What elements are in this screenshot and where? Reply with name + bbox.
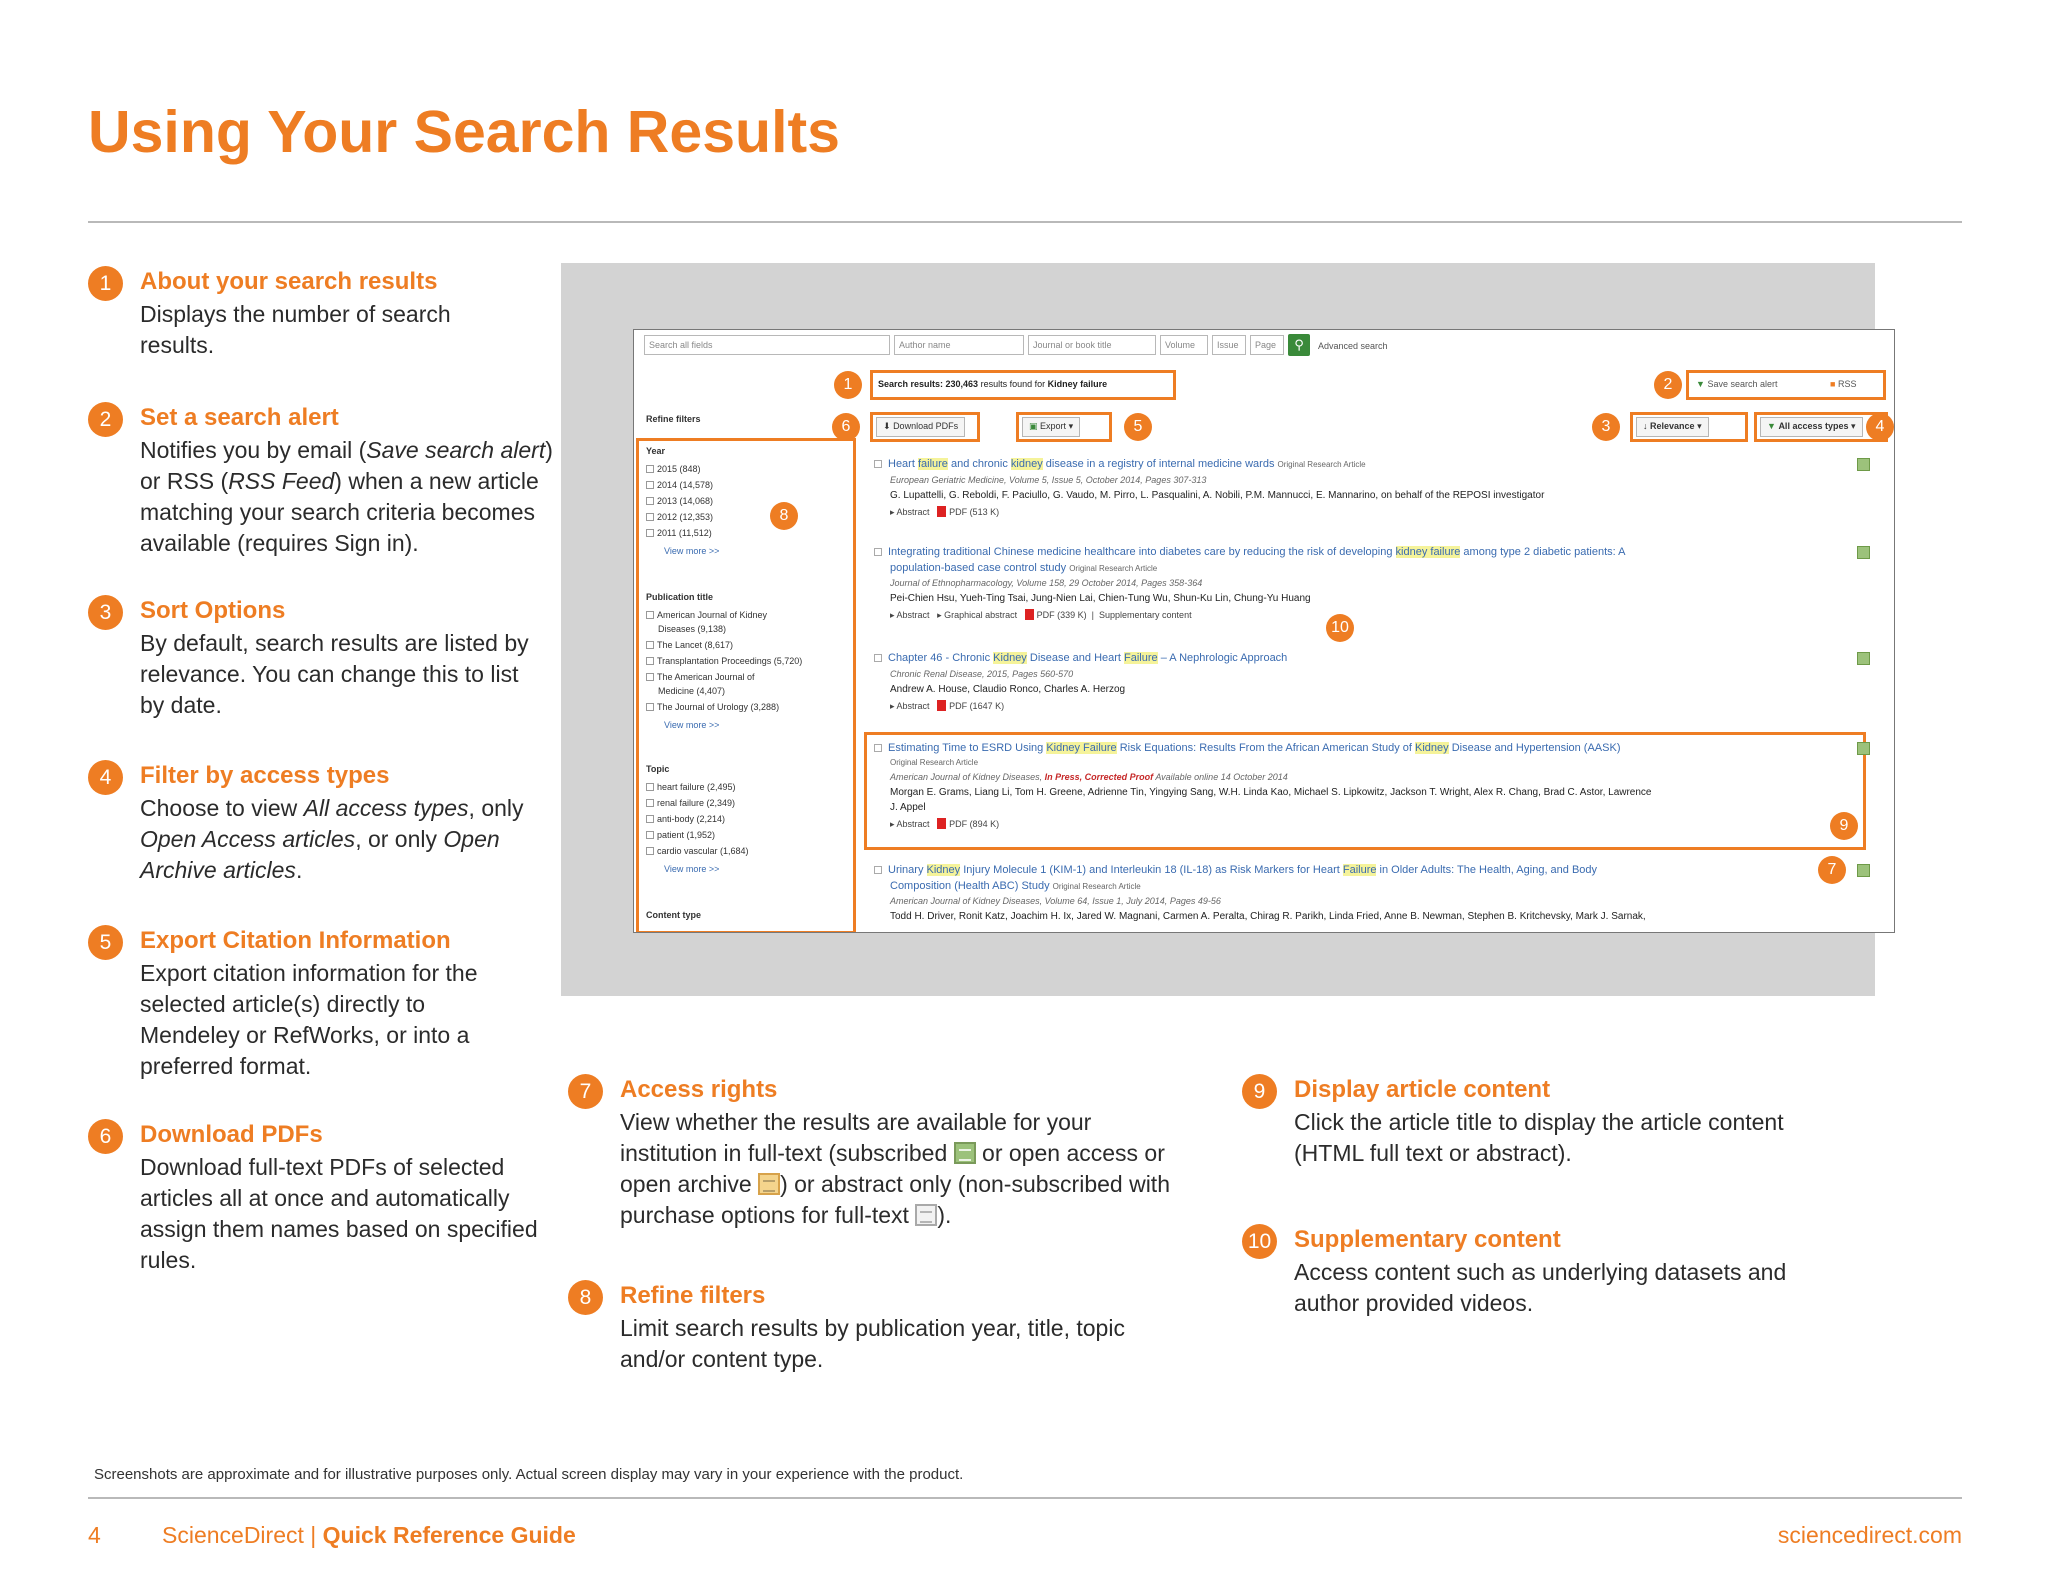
callout-refine-filters (568, 1280, 1188, 1380)
topic-filter[interactable]: heart failure (2,495) (646, 782, 736, 792)
publication-title-heading: Publication title (646, 592, 714, 602)
result-authors: Todd H. Driver, Ronit Katz, Joachim H. Ix, Jared W. Magnani, Carmen A. Peralta, Chirag R. Parikh, Linda Fried, Anne B. Newman, Stephen B. Kritchevsky, Mark J. Sarnak, (890, 911, 1646, 922)
result-title-cont[interactable]: Composition (Health ABC) Study Original Research Article (890, 880, 1141, 892)
page-number: 4 (88, 1522, 101, 1548)
screenshot-badge-3: 3 (1592, 413, 1620, 441)
screenshot-badge-9: 9 (1830, 812, 1858, 840)
year-filter[interactable]: 2012 (12,353) (646, 512, 713, 522)
callout-number-badge: 6 (88, 1119, 123, 1154)
callout-number-badge: 10 (1242, 1224, 1277, 1259)
footer-url[interactable]: sciencedirect.com (1777, 1522, 1962, 1548)
year-filter[interactable]: 2011 (11,512) (646, 528, 712, 538)
topic-filter[interactable]: renal failure (2,349) (646, 798, 735, 808)
author-name-input[interactable]: Author name (894, 335, 1024, 355)
topic-filter[interactable]: patient (1,952) (646, 830, 715, 840)
callout-download-pdfs (88, 1119, 548, 1279)
callout-number-badge: 2 (88, 402, 123, 437)
advanced-search-link[interactable]: Advanced search (1318, 341, 1388, 351)
result-links (890, 700, 1004, 712)
checkbox[interactable] (874, 654, 882, 662)
callout-search-alert (88, 402, 558, 562)
result-title[interactable]: Urinary Kidney Injury Molecule 1 (KIM-1) and Interleukin 18 (IL-18) as Risk Markers for Heart Failure in Older Adults: The Health, Aging, and Body (874, 864, 1597, 876)
result-journal: European Geriatric Medicine, Volume 5, Issue 5, October 2014, Pages 307-313 (890, 475, 1207, 485)
callout-number-badge: 9 (1242, 1074, 1277, 1109)
open-access-icon (758, 1173, 780, 1195)
supplementary-content-link[interactable]: Supplementary content (1099, 610, 1192, 620)
callout-description: By default, search results are listed by relevance. You can change this to list by date. (140, 630, 529, 718)
callout-export-citation (88, 925, 548, 1085)
abstract-link[interactable]: ▸ Abstract (890, 610, 930, 620)
callout-description: Click the article title to display the article content (HTML full text or abstract). (1294, 1109, 1784, 1166)
pubtitle-filter[interactable]: Transplantation Proceedings (5,720) (646, 656, 802, 666)
view-more-link[interactable]: View more >> (664, 546, 720, 556)
export-icon: ▣ (1029, 421, 1038, 431)
download-pdfs-button[interactable]: ⬇ Download PDFs (876, 417, 965, 437)
checkbox[interactable] (874, 866, 882, 874)
pdf-link[interactable]: PDF (894 K) (937, 819, 999, 829)
callout-title: About your search results (140, 268, 438, 295)
callout-title: Set a search alert (140, 404, 339, 431)
pdf-link[interactable]: PDF (1647 K) (937, 701, 1004, 711)
callout-access-rights (568, 1074, 1188, 1234)
checkbox[interactable] (646, 641, 654, 649)
result-authors: Morgan E. Grams, Liang Li, Tom H. Greene, Adrienne Tin, Yingying Sang, W.H. Linda Kao, Michael S. Lipkowitz, Jackson T. Wright, Alex R. Chang, Brad C. Astor, Lawrence (890, 787, 1652, 798)
pdf-link[interactable]: PDF (513 K) (937, 507, 999, 517)
checkbox[interactable] (646, 703, 654, 711)
rss-link[interactable]: ■ RSS (1830, 379, 1857, 389)
checkbox[interactable] (646, 847, 654, 855)
callout-title: Export Citation Information (140, 927, 451, 954)
callout-title: Display article content (1294, 1076, 1551, 1103)
callout-description: Export citation information for the selected article(s) directly to Mendeley or RefWorks, or into a preferred format. (140, 960, 478, 1079)
access-subscribed-icon (1857, 864, 1870, 877)
access-subscribed-icon (1857, 652, 1870, 665)
checkbox[interactable] (874, 744, 882, 752)
result-title[interactable]: Integrating traditional Chinese medicine healthcare into diabetes care by reducing the risk of developing kidney failure among type 2 diabetic patients: A (874, 546, 1625, 558)
topic-filter[interactable]: cardio vascular (1,684) (646, 846, 749, 856)
pdf-icon (937, 506, 946, 517)
content-type-heading: Content type (646, 910, 701, 920)
result-authors: G. Lupattelli, G. Reboldi, F. Paciullo, G. Vaudo, M. Pirro, L. Pasqualini, A. Nobili, P.M. Mannucci, E. Mannarino, on behalf of the REPOSI investigator (890, 490, 1545, 501)
result-title[interactable]: Chapter 46 - Chronic Kidney Disease and Heart Failure – A Nephrologic Approach (874, 652, 1287, 664)
screenshot-badge-2: 2 (1654, 371, 1682, 399)
pdf-icon (937, 818, 946, 829)
year-filter[interactable]: 2013 (14,068) (646, 496, 713, 506)
callout-supplementary-content (1242, 1224, 1882, 1324)
callout-description: Choose to view All access types, only Open Access articles, or only Open Archive articles. (140, 795, 524, 883)
non-subscribed-icon (915, 1204, 937, 1226)
footer-rule (88, 1497, 1962, 1499)
callout-about-results (88, 266, 548, 366)
volume-input[interactable]: Volume (1160, 335, 1208, 355)
callout-display-content (1242, 1074, 1882, 1174)
year-filter[interactable]: 2015 (848) (646, 464, 701, 474)
download-icon: ⬇ (883, 421, 891, 431)
callout-description: Access content such as underlying datasets and author provided videos. (1294, 1259, 1787, 1316)
callout-number-badge: 5 (88, 925, 123, 960)
callout-title: Download PDFs (140, 1121, 323, 1148)
abstract-link[interactable]: ▸ Abstract (890, 701, 930, 711)
checkbox[interactable] (646, 799, 654, 807)
chevron-down-icon: ▾ (1068, 421, 1074, 431)
refine-filters-heading: Refine filters (646, 414, 701, 424)
header-rule (88, 221, 1962, 223)
result-journal: Chronic Renal Disease, 2015, Pages 560-570 (890, 669, 1074, 679)
footer-brand: ScienceDirect | Quick Reference Guide (162, 1522, 576, 1548)
rss-icon: ■ (1830, 379, 1836, 389)
journal-title-input[interactable]: Journal or book title (1028, 335, 1156, 355)
callout-number-badge: 3 (88, 595, 123, 630)
result-title[interactable]: Heart failure and chronic kidney disease in a registry of internal medicine wards Original Research Article (874, 458, 1366, 470)
view-more-link[interactable]: View more >> (664, 864, 720, 874)
search-all-fields-input[interactable]: Search all fields (644, 335, 890, 355)
view-more-link[interactable]: View more >> (664, 720, 720, 730)
pubtitle-filter[interactable]: American Journal of Kidney (646, 610, 767, 620)
issue-input[interactable]: Issue (1212, 335, 1246, 355)
pdf-link[interactable]: PDF (339 K) (1025, 610, 1087, 620)
year-filter[interactable]: 2014 (14,578) (646, 480, 713, 490)
callout-description: Notifies you by email (Save search alert) or RSS (RSS Feed) when a new article matching your search criteria becomes available (requires Sign in). (140, 437, 553, 556)
checkbox[interactable] (646, 657, 654, 665)
callout-title: Access rights (620, 1076, 778, 1103)
chevron-down-icon: ▾ (1697, 421, 1702, 431)
access-subscribed-icon (1857, 742, 1870, 755)
subscribed-icon (954, 1142, 976, 1164)
callout-number-badge: 7 (568, 1074, 603, 1109)
callout-number-badge: 4 (88, 760, 123, 795)
callout-description: Displays the number of search results. (140, 301, 451, 358)
callout-description: Limit search results by publication year, title, topic and/or content type. (620, 1315, 1125, 1372)
checkbox[interactable] (646, 815, 654, 823)
callout-number-badge: 1 (88, 266, 123, 301)
checkbox[interactable] (874, 460, 882, 468)
topic-filter[interactable]: anti-body (2,214) (646, 814, 725, 824)
checkbox[interactable] (646, 497, 654, 505)
chevron-down-icon: ▾ (1851, 421, 1856, 431)
results-count: Search results: 230,463 results found for Kidney failure (878, 379, 1108, 389)
pubtitle-filter[interactable]: The Lancet (8,617) (646, 640, 733, 650)
callout-number-badge: 8 (568, 1280, 603, 1315)
search-icon: ⚲ (1294, 337, 1304, 352)
result-journal: American Journal of Kidney Diseases, In Press, Corrected Proof Available online 14 October 2014 (890, 772, 1288, 782)
result-journal: Journal of Ethnopharmacology, Volume 158, 29 October 2014, Pages 358-364 (890, 578, 1203, 588)
filter-icon: ▼ (1767, 421, 1776, 431)
checkbox[interactable] (646, 465, 654, 473)
result-type: Original Research Article (890, 758, 979, 767)
result-title-cont[interactable]: population-based case control study Original Research Article (890, 562, 1158, 574)
page-title: Using Your Search Results (88, 99, 840, 165)
page-input[interactable]: Page (1250, 335, 1284, 355)
result-links (890, 818, 999, 830)
checkbox[interactable] (646, 481, 654, 489)
callout-title: Sort Options (140, 597, 286, 624)
pubtitle-filter[interactable]: The American Journal of (646, 672, 755, 682)
abstract-link[interactable]: ▸ Abstract (890, 507, 930, 517)
callout-sort-options (88, 595, 548, 725)
pubtitle-filter-cont: Medicine (4,407) (658, 686, 726, 696)
checkbox[interactable] (874, 548, 882, 556)
result-authors: Pei-Chien Hsu, Yueh-Ting Tsai, Jung-Nien Lai, Chien-Tung Wu, Shun-Ku Lin, Chung-Yu Huang (890, 593, 1311, 604)
bell-icon: ▼ (1696, 379, 1705, 389)
screenshot-badge-6: 6 (832, 413, 860, 441)
result-journal: American Journal of Kidney Diseases, Volume 64, Issue 1, July 2014, Pages 49-56 (890, 896, 1221, 906)
export-button[interactable]: ▣ Export ▾ (1022, 417, 1080, 437)
checkbox[interactable] (646, 529, 654, 537)
pubtitle-filter-cont: Diseases (9,138) (658, 624, 727, 634)
callout-filter-access (88, 760, 548, 890)
topic-heading: Topic (646, 764, 670, 774)
result-authors-cont: J. Appel (890, 802, 926, 813)
screenshot-badge-10: 10 (1326, 614, 1354, 642)
checkbox[interactable] (646, 611, 654, 619)
checkbox[interactable] (646, 783, 654, 791)
sort-relevance-dropdown[interactable]: ↓ Relevance ▾ (1636, 417, 1709, 437)
pdf-icon (1025, 609, 1034, 620)
checkbox[interactable] (646, 513, 654, 521)
pdf-icon (937, 700, 946, 711)
access-subscribed-icon (1857, 546, 1870, 559)
callout-title: Filter by access types (140, 762, 390, 789)
callout-title: Supplementary content (1294, 1226, 1561, 1253)
abstract-link[interactable]: ▸ Abstract (890, 819, 930, 829)
result-links: ▸ Abstract ▸ Graphical abstract PDF (339 K) | Supplementary content (890, 610, 1192, 620)
screenshot-panel (561, 263, 1885, 996)
callout-title: Refine filters (620, 1282, 766, 1309)
screenshot-badge-5: 5 (1124, 413, 1152, 441)
pubtitle-filter[interactable]: The Journal of Urology (3,288) (646, 702, 779, 712)
access-subscribed-icon (1857, 458, 1870, 471)
save-search-alert-link[interactable]: ▼ Save search alert (1696, 379, 1778, 389)
callout-description: Download full-text PDFs of selected articles all at once and automatically assign them names based on specified rules. (140, 1154, 538, 1273)
search-go-button[interactable] (1288, 334, 1310, 356)
checkbox[interactable] (646, 673, 654, 681)
result-links (890, 506, 999, 518)
year-heading: Year (646, 446, 666, 456)
result-authors: Andrew A. House, Claudio Ronco, Charles A. Herzog (890, 684, 1126, 695)
search-results-screenshot (633, 329, 1895, 933)
callout-description: View whether the results are available for your institution in full-text (subscribed or open access or open archive ) or abstract only (non-subscribed with purchase options for full-text ). (620, 1109, 1170, 1228)
access-types-dropdown[interactable]: ▼ All access types ▾ (1760, 417, 1863, 437)
sort-icon: ↓ (1643, 421, 1648, 431)
disclaimer-footnote: Screenshots are approximate and for illustrative purposes only. Actual screen display may vary in your experience with the product. (94, 1466, 964, 1483)
checkbox[interactable] (646, 831, 654, 839)
result-title[interactable]: Estimating Time to ESRD Using Kidney Failure Risk Equations: Results From the African American Study of Kidney Disease and Hypertension (AASK) (874, 742, 1620, 754)
graphical-abstract-link[interactable]: ▸ Graphical abstract (937, 610, 1018, 620)
screenshot-badge-7: 7 (1818, 856, 1846, 884)
screenshot-badge-1: 1 (834, 371, 862, 399)
screenshot-badge-8: 8 (770, 502, 798, 530)
screenshot-badge-4: 4 (1866, 413, 1894, 441)
